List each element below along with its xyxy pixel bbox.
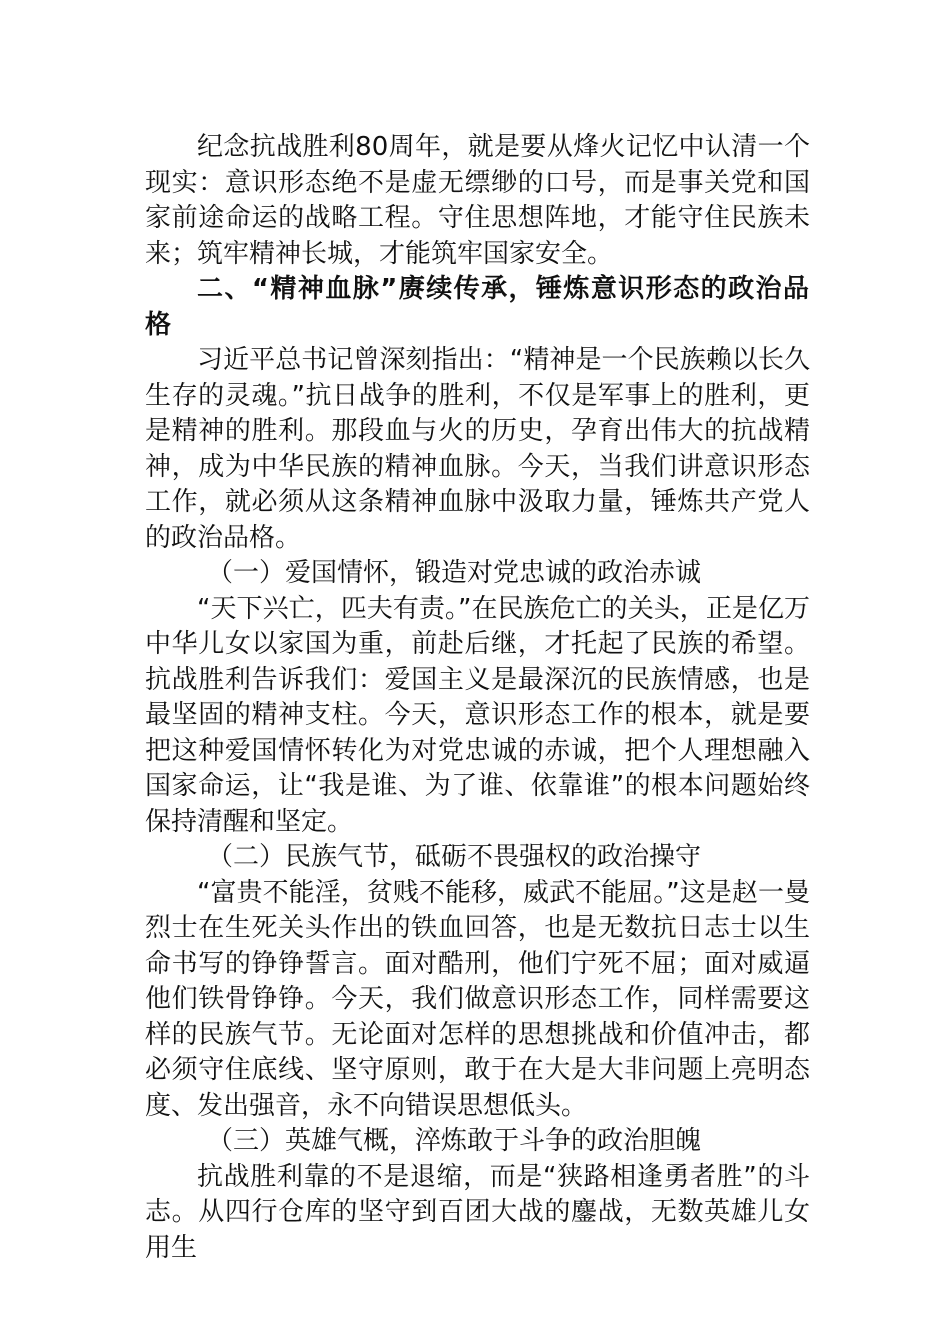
sub-heading-1: （一）爱国情怀，锻造对党忠诚的政治赤诚 — [207, 558, 702, 588]
paragraph-3: “天下兴亡，匹夫有责。”在民族危亡的关头，正是亿万中华儿女以家国为重，前赴后继，才托起了民族的希望。抗战胜利告诉我们：爱国主义是最深沉的民族情感，也是最坚固的精神支柱。今天，意识形态工作的根本，就是要把这种爱国情怀转化为对党忠诚的赤诚，把个人理想融入国家命运，让“我是谁、为了谁、依靠谁”的根本问题始终保持清醒和坚定。 — [145, 593, 810, 837]
paragraph-4: “富贵不能淫，贫贱不能移，威武不能屈。”这是赵一曼烈士在生死关头作出的铁血回答，也是无数抗日志士以生命书写的铮铮誓言。面对酷刑，他们宁死不屈；面对威逼他们铁骨铮铮。今天，我们做意识形态工作，同样需要这样的民族气节。无论面对怎样的思想挑战和价值冲击，都必须守住底线、坚守原则，敢于在大是大非问题上亮明态度、发出强音，永不向错误思想低头。 — [145, 877, 810, 1121]
paragraph-2: 习近平总书记曾深刻指出：“精神是一个民族赖以长久生存的灵魂。”抗日战争的胜利，不仅是军事上的胜利，更是精神的胜利。那段血与火的历史，孕育出伟大的抗战精神，成为中华民族的精神血脉。今天，当我们讲意识形态工作，就必须从这条精神血脉中汲取力量，锤炼共产党人的政治品格。 — [145, 345, 810, 553]
paragraph-1: 纪念抗战胜利80周年，就是要从烽火记忆中认清一个现实：意识形态绝不是虚无缥缈的口号，而是事关党和国家前途命运的战略工程。守住思想阵地，才能守住民族未来；筑牢精神长城，才能筑牢国家安全。 — [145, 132, 810, 269]
paragraph-5: 抗战胜利靠的不是退缩，而是“狭路相逢勇者胜”的斗志。从四行仓库的坚守到百团大战的鏖战，无数英雄儿女用生 — [145, 1161, 810, 1263]
section-two-heading: 二、“精神血脉”赓续传承，锤炼意识形态的政治品格 — [145, 274, 810, 340]
document-body — [145, 130, 810, 1266]
sub-heading-3: （三）英雄气概，淬炼敢于斗争的政治胆魄 — [207, 1126, 702, 1156]
sub-heading-2: （二）民族气节，砥砺不畏强权的政治操守 — [207, 842, 702, 872]
